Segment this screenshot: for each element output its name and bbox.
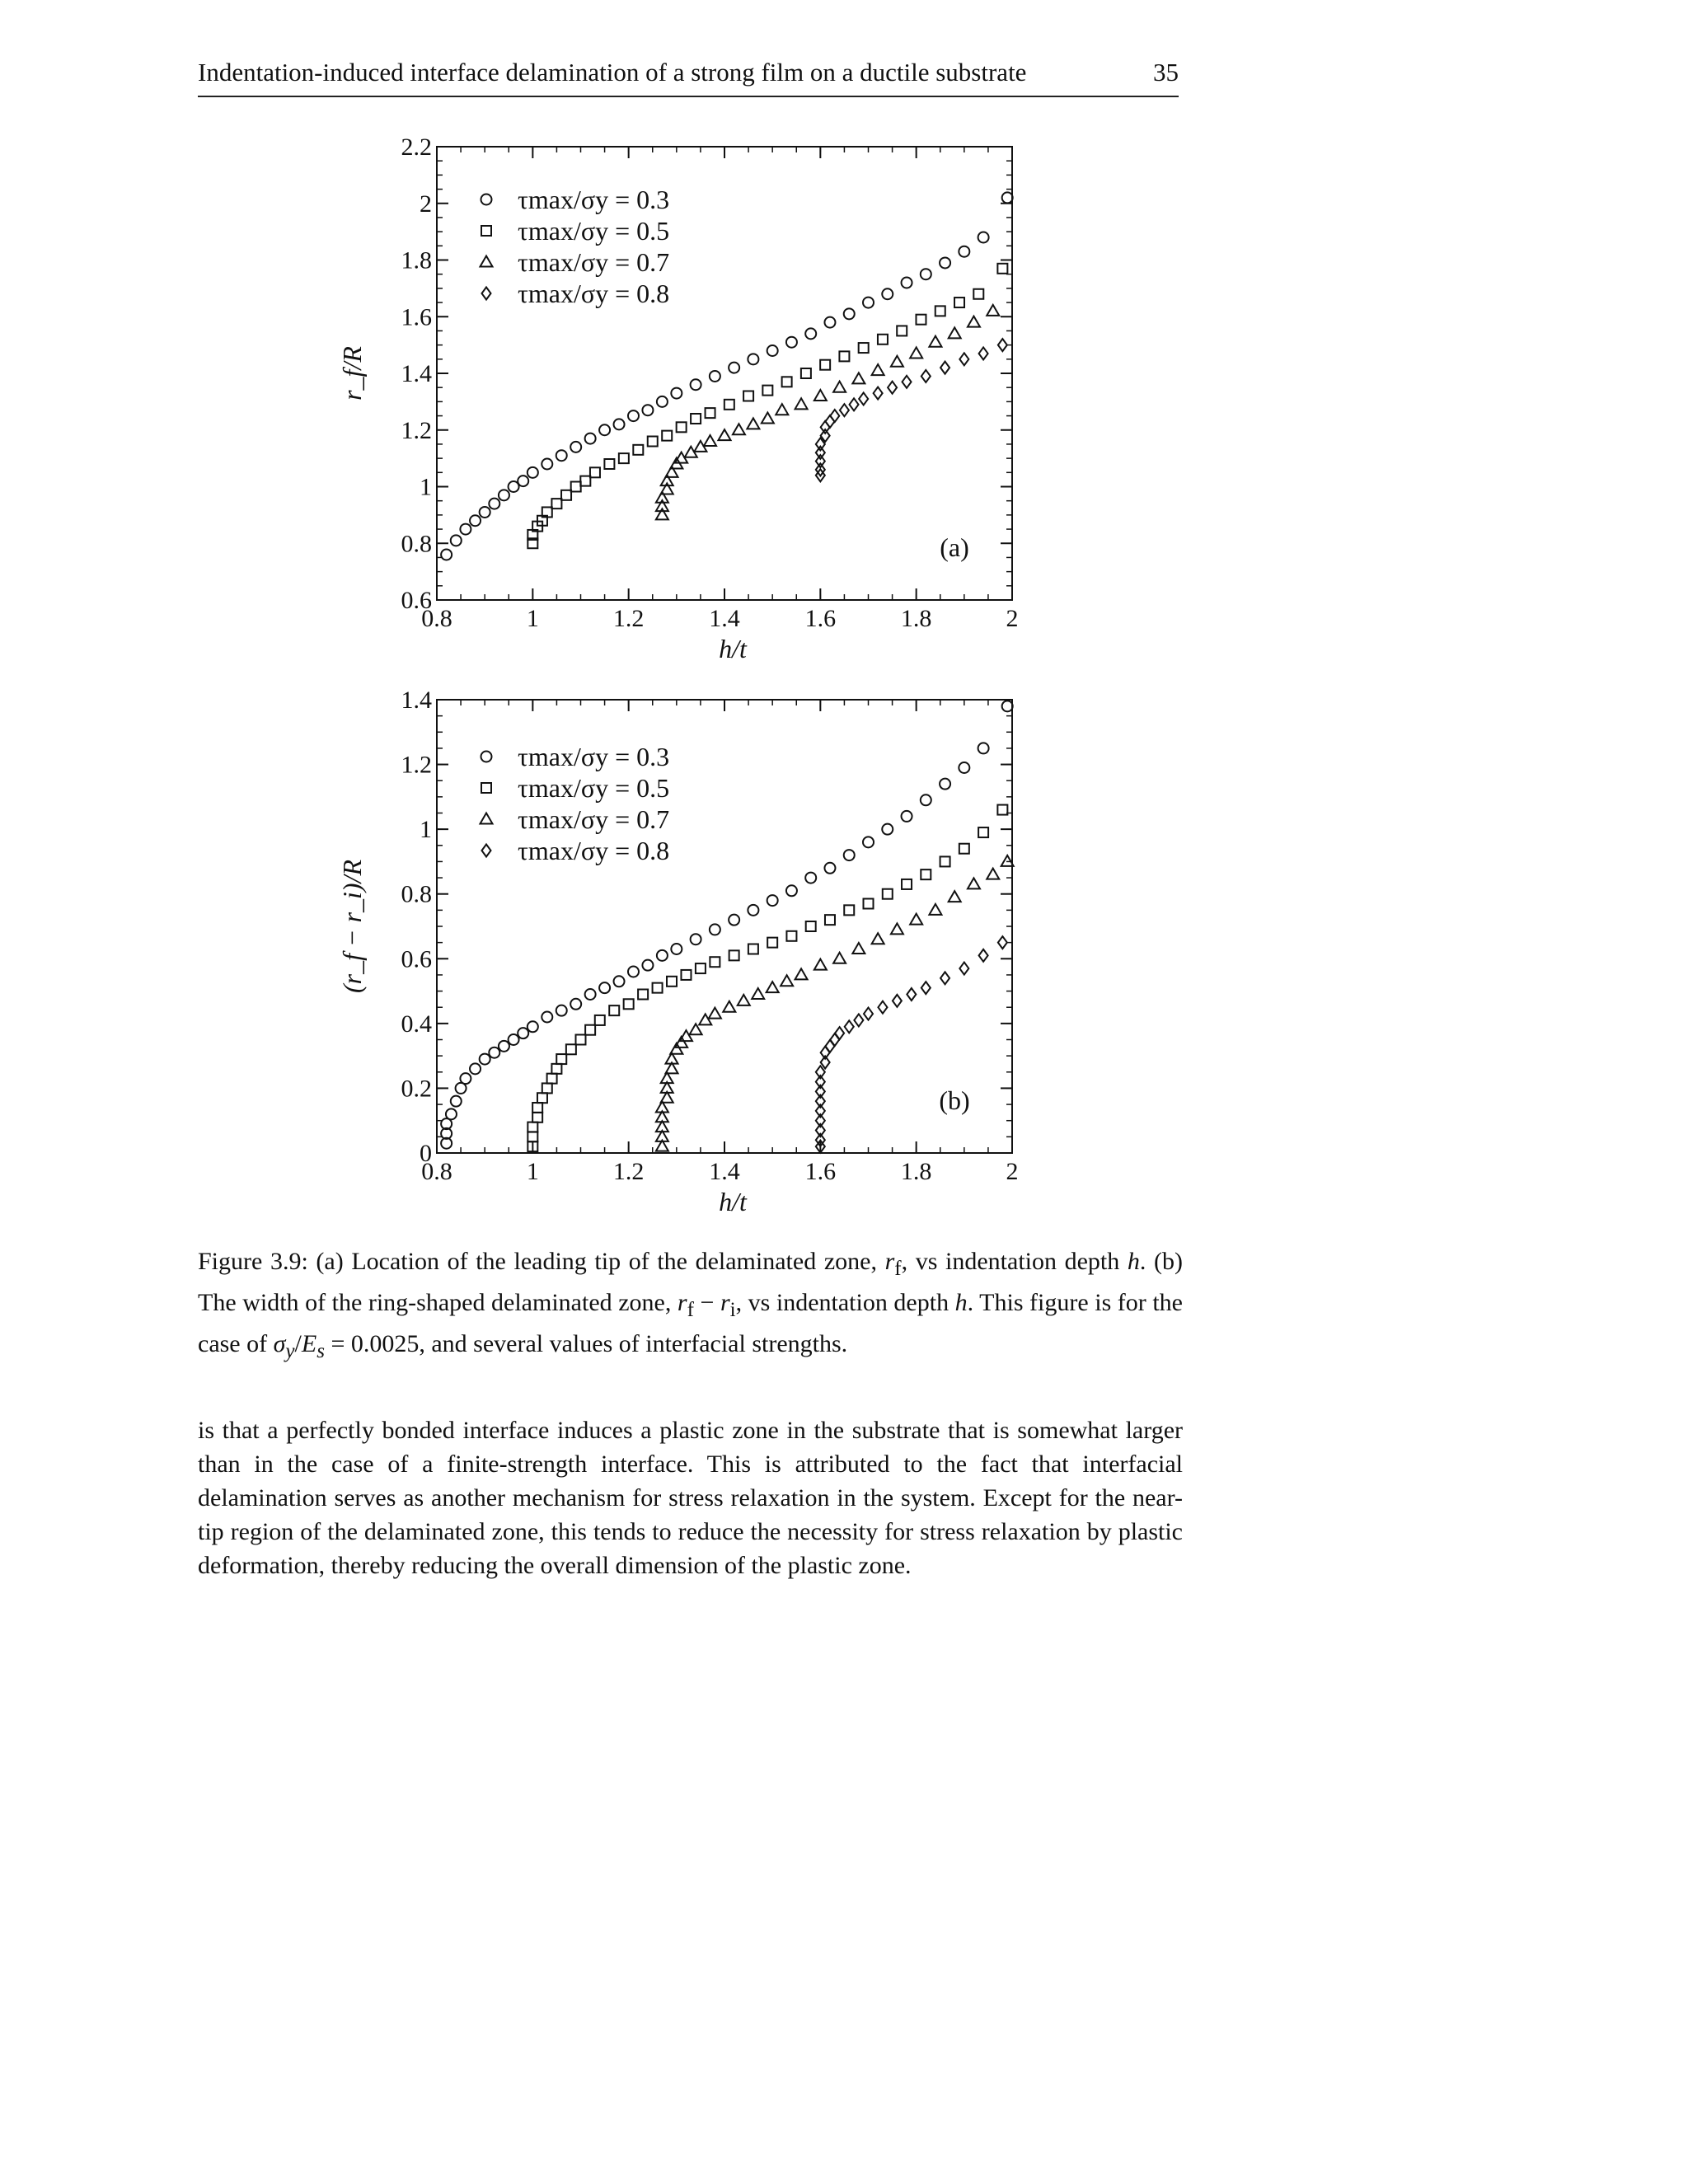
data-point-circle — [786, 885, 797, 896]
data-point-triangle — [795, 968, 808, 979]
data-point-square — [864, 899, 874, 909]
data-point-square — [762, 386, 772, 396]
x-tick-label: 1 — [526, 605, 539, 632]
data-point-circle — [556, 450, 567, 461]
x-tick-label: 1.6 — [804, 605, 837, 632]
data-point-diamond — [825, 1040, 834, 1052]
data-point-triangle — [891, 356, 903, 367]
math-minus: − — [693, 1289, 720, 1316]
data-point-triangle — [949, 327, 961, 338]
data-point-square — [997, 805, 1007, 815]
data-point-circle — [921, 269, 931, 279]
running-header — [198, 58, 1179, 97]
caption-text: . This figure is for the case of — [198, 1289, 1184, 1357]
x-tick-label: 0.8 — [421, 605, 452, 632]
figure-3-9 — [0, 124, 1688, 1236]
data-point-square — [662, 431, 672, 441]
data-point-diamond — [998, 339, 1007, 351]
data-point-diamond — [830, 410, 839, 422]
data-point-square — [677, 422, 687, 432]
data-point-circle — [446, 1108, 457, 1119]
data-point-square — [590, 467, 600, 477]
data-point-square — [696, 963, 706, 973]
data-point-square — [528, 1122, 537, 1132]
y-tick-label: 0.8 — [401, 530, 432, 558]
data-point-circle — [902, 278, 912, 288]
x-tick-label: 0.8 — [421, 1158, 452, 1185]
y-tick-label: 1.4 — [401, 360, 432, 387]
data-point-triangle — [987, 869, 999, 879]
data-point-square — [839, 351, 849, 361]
data-point-square — [585, 1025, 595, 1035]
data-point-diamond — [959, 963, 968, 975]
data-point-triangle — [968, 316, 980, 327]
data-point-triangle — [704, 435, 716, 446]
math-sigma: σ — [273, 1330, 286, 1357]
data-point-circle — [614, 976, 625, 987]
y-tick-label: 1.4 — [401, 687, 432, 714]
data-point-square — [706, 408, 715, 418]
data-point-square — [724, 400, 734, 410]
data-point-square — [825, 915, 835, 925]
data-point-square — [566, 1044, 576, 1054]
data-point-circle — [441, 550, 452, 560]
data-point-diamond — [821, 421, 830, 434]
x-tick-label: 1.8 — [900, 1158, 932, 1185]
math-h: h — [1127, 1248, 1140, 1275]
data-point-triangle — [872, 933, 884, 944]
math-rf: r — [677, 1289, 687, 1316]
data-point-circle — [628, 967, 639, 977]
caption-text: , vs indentation depth — [735, 1289, 955, 1316]
y-tick-label: 1 — [420, 473, 432, 501]
data-point-diamond — [840, 404, 849, 416]
legend-label: τmax/σy = 0.5 — [518, 216, 670, 246]
panel-a — [337, 134, 1019, 663]
data-point-circle — [451, 535, 462, 546]
data-point-diamond — [854, 1014, 863, 1026]
data-point-triangle — [767, 982, 779, 992]
data-point-square — [580, 476, 590, 486]
legend-label: τmax/σy = 0.3 — [518, 185, 670, 214]
legend-label: τmax/σy = 0.8 — [518, 836, 670, 865]
caption-text: (a) Location of the leading tip of the delaminated zone, — [307, 1248, 885, 1275]
data-point-triangle — [738, 995, 750, 1005]
data-point-circle — [460, 1073, 471, 1084]
data-point-square — [954, 298, 964, 307]
data-point-square — [551, 1064, 561, 1074]
legend-label: τmax/σy = 0.5 — [518, 773, 670, 803]
x-tick-label: 2 — [1006, 605, 1019, 632]
data-point-triangle — [910, 914, 922, 925]
data-point-square — [595, 1015, 605, 1025]
legend-label: τmax/σy = 0.3 — [518, 742, 670, 771]
data-point-circle — [748, 905, 758, 916]
data-point-square — [748, 944, 758, 954]
data-point-circle — [542, 459, 552, 470]
data-point-square — [782, 377, 792, 387]
legend-label: τmax/σy = 0.7 — [518, 804, 670, 834]
data-point-circle — [585, 434, 596, 444]
x-tick-label: 1 — [526, 1158, 539, 1185]
legend-marker-triangle — [481, 256, 493, 267]
caption-text: , vs indentation depth — [901, 1248, 1128, 1275]
math-sub: y — [285, 1340, 295, 1362]
data-point-diamond — [979, 347, 988, 359]
data-point-circle — [489, 1047, 499, 1058]
data-point-square — [978, 827, 988, 837]
plot-frame — [437, 147, 1012, 600]
data-point-triangle — [752, 988, 764, 999]
math-ri: r — [720, 1289, 730, 1316]
x-tick-label: 1.2 — [612, 1158, 645, 1185]
data-point-square — [844, 905, 854, 915]
data-point-diamond — [878, 1001, 887, 1014]
data-point-diamond — [874, 387, 883, 400]
data-point-circle — [599, 982, 610, 993]
data-point-circle — [585, 989, 596, 1000]
data-point-square — [729, 950, 739, 960]
data-point-square — [902, 879, 912, 889]
x-tick-label: 1.6 — [804, 1158, 837, 1185]
data-point-circle — [470, 515, 481, 526]
data-point-triangle — [929, 904, 941, 915]
data-point-square — [916, 315, 926, 325]
data-point-square — [638, 990, 648, 1000]
math-sub: f — [894, 1258, 902, 1280]
data-point-triangle — [852, 373, 865, 383]
data-point-circle — [642, 405, 653, 415]
data-point-circle — [863, 298, 874, 308]
data-point-triangle — [814, 959, 827, 970]
data-point-circle — [710, 924, 720, 935]
data-point-circle — [628, 410, 639, 421]
data-point-circle — [978, 232, 989, 243]
data-point-triangle — [949, 891, 961, 902]
y-tick-label: 1.2 — [401, 416, 432, 444]
data-point-square — [604, 459, 614, 469]
data-point-circle — [882, 824, 893, 835]
x-tick-label: 1.8 — [900, 605, 932, 632]
data-point-circle — [710, 371, 720, 382]
data-point-circle — [882, 288, 893, 299]
data-point-square — [743, 391, 753, 401]
data-point-square — [547, 1074, 557, 1084]
data-point-square — [667, 977, 677, 987]
legend-label: τmax/σy = 0.8 — [518, 279, 670, 308]
legend-marker-diamond — [482, 288, 491, 300]
y-tick-label: 0.6 — [401, 945, 432, 973]
y-axis-label: (r_f − r_i)/R — [337, 859, 367, 994]
data-point-triangle — [762, 413, 774, 424]
data-point-square — [633, 445, 643, 455]
body-paragraph: is that a perfectly bonded interface induces a plastic zone in the substrate that is somewhat larger than in the case of a finite-strength interface. This is attributed to the fact that interfacial delamination serves as another mechanism for stress relaxation in the system. Except for the near-tip region of the delaminated zone, this tends to reduce the necessity for stress relaxation by plastic deformation, thereby reducing the overall dimension of the plastic zone. — [198, 1417, 1183, 1579]
data-point-diamond — [864, 1008, 873, 1020]
data-point-circle — [499, 1041, 509, 1052]
data-point-triangle — [987, 305, 999, 316]
data-point-circle — [959, 246, 969, 257]
y-tick-label: 1.6 — [401, 303, 432, 331]
figure-caption — [198, 1244, 1183, 1368]
data-point-square — [619, 453, 629, 463]
data-point-square — [648, 437, 658, 447]
legend-marker-square — [481, 783, 491, 793]
data-point-circle — [542, 1012, 552, 1023]
data-point-circle — [489, 499, 499, 509]
data-point-square — [859, 343, 869, 353]
data-point-square — [878, 335, 888, 344]
x-tick-label: 1.2 — [612, 605, 645, 632]
data-point-circle — [786, 337, 797, 348]
data-point-triangle — [929, 336, 941, 347]
data-point-diamond — [940, 972, 950, 984]
caption-label: Figure 3.9: — [198, 1248, 308, 1275]
panel-b — [337, 687, 1019, 1216]
data-point-circle — [767, 895, 778, 906]
y-tick-label: 0.6 — [401, 587, 432, 614]
x-tick-label: 1.4 — [709, 1158, 740, 1185]
data-point-square — [542, 1083, 552, 1093]
data-point-square — [528, 1132, 537, 1141]
data-point-circle — [805, 873, 816, 883]
data-point-diamond — [830, 1033, 839, 1046]
y-tick-label: 0.4 — [401, 1010, 432, 1038]
legend-marker-circle — [481, 752, 492, 762]
data-point-circle — [1002, 192, 1013, 203]
page-number: 35 — [1153, 58, 1179, 87]
y-tick-label: 0.2 — [401, 1075, 432, 1103]
data-point-square — [786, 931, 796, 941]
data-point-circle — [940, 257, 950, 268]
data-point-square — [537, 1093, 547, 1103]
data-point-square — [935, 306, 945, 316]
legend-marker-triangle — [481, 813, 493, 824]
math-sub: i — [729, 1299, 736, 1321]
data-point-square — [609, 1005, 619, 1015]
data-point-square — [532, 1113, 542, 1122]
data-point-diamond — [845, 1020, 854, 1033]
data-point-circle — [863, 837, 874, 847]
data-point-circle — [480, 507, 490, 518]
math-rf: r — [884, 1248, 895, 1275]
y-tick-label: 2 — [420, 190, 432, 218]
data-point-triangle — [709, 1008, 721, 1019]
data-point-square — [973, 289, 983, 299]
data-point-circle — [844, 308, 855, 319]
data-point-square — [556, 1054, 566, 1064]
data-point-square — [571, 482, 581, 492]
y-tick-label: 0.8 — [401, 880, 432, 908]
math-E: E — [301, 1330, 317, 1357]
data-point-circle — [509, 1034, 519, 1045]
data-point-circle — [729, 915, 739, 926]
data-point-square — [653, 983, 663, 993]
math-sub: f — [687, 1299, 694, 1321]
math-sub: s — [316, 1340, 325, 1362]
data-point-square — [681, 970, 691, 980]
data-point-circle — [1002, 701, 1013, 711]
data-point-circle — [921, 794, 931, 805]
data-point-square — [710, 957, 720, 967]
data-point-circle — [657, 950, 668, 961]
data-point-triangle — [776, 404, 788, 415]
data-point-triangle — [852, 943, 865, 954]
data-point-diamond — [835, 1027, 844, 1039]
data-point-square — [959, 844, 969, 854]
data-point-circle — [499, 490, 509, 500]
data-point-circle — [671, 388, 682, 399]
data-point-circle — [978, 743, 989, 753]
y-tick-label: 1.2 — [401, 751, 432, 779]
math-slash: / — [294, 1330, 302, 1357]
data-point-circle — [460, 524, 471, 535]
panel-label: (b) — [939, 1085, 970, 1115]
data-point-circle — [940, 779, 950, 790]
panel-label: (a) — [940, 532, 969, 562]
data-point-circle — [518, 1028, 528, 1038]
data-point-square — [806, 921, 816, 931]
body-text — [198, 1413, 1183, 1582]
data-point-circle — [570, 999, 581, 1010]
data-point-triangle — [872, 364, 884, 375]
legend-marker-circle — [481, 194, 492, 205]
data-point-diamond — [921, 370, 931, 382]
legend-marker-square — [481, 226, 491, 236]
data-point-circle — [470, 1063, 481, 1074]
data-point-square — [883, 889, 893, 899]
data-point-diamond — [921, 982, 931, 994]
data-point-diamond — [816, 447, 825, 459]
data-point-diamond — [959, 353, 968, 365]
data-point-diamond — [888, 382, 897, 394]
data-point-diamond — [979, 949, 988, 962]
data-point-circle — [671, 944, 682, 954]
data-point-diamond — [998, 936, 1007, 949]
data-point-triangle — [719, 429, 731, 440]
data-point-square — [820, 360, 830, 370]
x-tick-label: 1.4 — [709, 605, 740, 632]
data-point-diamond — [816, 455, 825, 467]
data-point-triangle — [968, 878, 980, 888]
data-point-square — [691, 414, 701, 424]
data-point-triangle — [723, 1001, 735, 1012]
data-point-circle — [657, 396, 668, 407]
running-title: Indentation-induced interface delamination of a strong film on a ductile substrate — [198, 58, 1027, 87]
data-point-triangle — [910, 347, 922, 358]
data-point-circle — [642, 960, 653, 971]
data-point-circle — [805, 328, 816, 339]
math-h: h — [954, 1289, 968, 1316]
y-axis-label: r_f/R — [337, 346, 367, 401]
data-point-square — [897, 326, 907, 335]
data-point-circle — [528, 1021, 538, 1032]
data-point-square — [767, 938, 777, 948]
data-point-square — [551, 499, 561, 509]
y-tick-label: 2.2 — [401, 134, 432, 161]
data-point-square — [801, 368, 811, 378]
data-point-diamond — [940, 362, 950, 374]
data-point-triangle — [781, 975, 793, 986]
data-point-square — [940, 856, 950, 866]
data-point-square — [997, 264, 1007, 274]
data-point-square — [532, 1103, 542, 1113]
data-point-circle — [844, 850, 855, 860]
x-tick-label: 2 — [1006, 1158, 1019, 1185]
data-point-circle — [902, 811, 912, 822]
data-point-square — [576, 1035, 586, 1045]
data-point-circle — [614, 419, 625, 429]
data-point-circle — [824, 863, 835, 874]
data-point-triangle — [795, 398, 808, 409]
data-point-diamond — [907, 988, 916, 1001]
caption-text: = 0.0025, and several values of interfacial strengths. — [324, 1330, 848, 1357]
data-point-diamond — [903, 376, 912, 388]
data-point-diamond — [893, 995, 902, 1007]
data-point-circle — [729, 363, 739, 373]
data-point-square — [624, 999, 634, 1009]
data-point-triangle — [833, 382, 846, 392]
data-point-circle — [451, 1096, 462, 1107]
caption-text: . (b) The width of the ring-shaped delaminated zone, — [198, 1248, 1183, 1316]
data-point-triangle — [733, 424, 745, 434]
data-point-triangle — [891, 923, 903, 934]
data-point-circle — [691, 934, 701, 944]
data-point-circle — [691, 379, 701, 390]
x-axis-label: h/t — [719, 634, 747, 663]
data-point-diamond — [825, 415, 834, 428]
data-point-diamond — [850, 398, 859, 410]
data-point-square — [921, 869, 931, 879]
data-point-triangle — [747, 418, 759, 429]
data-point-triangle — [814, 390, 827, 401]
data-point-circle — [959, 762, 969, 773]
y-tick-label: 1 — [420, 816, 432, 844]
legend-marker-diamond — [482, 845, 491, 857]
data-point-square — [561, 490, 571, 500]
x-axis-label: h/t — [719, 1187, 747, 1216]
data-point-diamond — [859, 392, 868, 405]
data-point-circle — [570, 442, 581, 452]
legend-label: τmax/σy = 0.7 — [518, 247, 670, 277]
data-point-circle — [518, 476, 528, 486]
data-point-circle — [556, 1005, 567, 1016]
data-point-circle — [599, 424, 610, 435]
data-point-circle — [480, 1054, 490, 1065]
data-point-circle — [748, 354, 758, 364]
data-point-circle — [528, 467, 538, 478]
data-point-circle — [767, 345, 778, 356]
data-point-triangle — [833, 953, 846, 963]
data-point-circle — [824, 317, 835, 328]
y-tick-label: 0 — [420, 1140, 432, 1167]
y-tick-label: 1.8 — [401, 246, 432, 274]
